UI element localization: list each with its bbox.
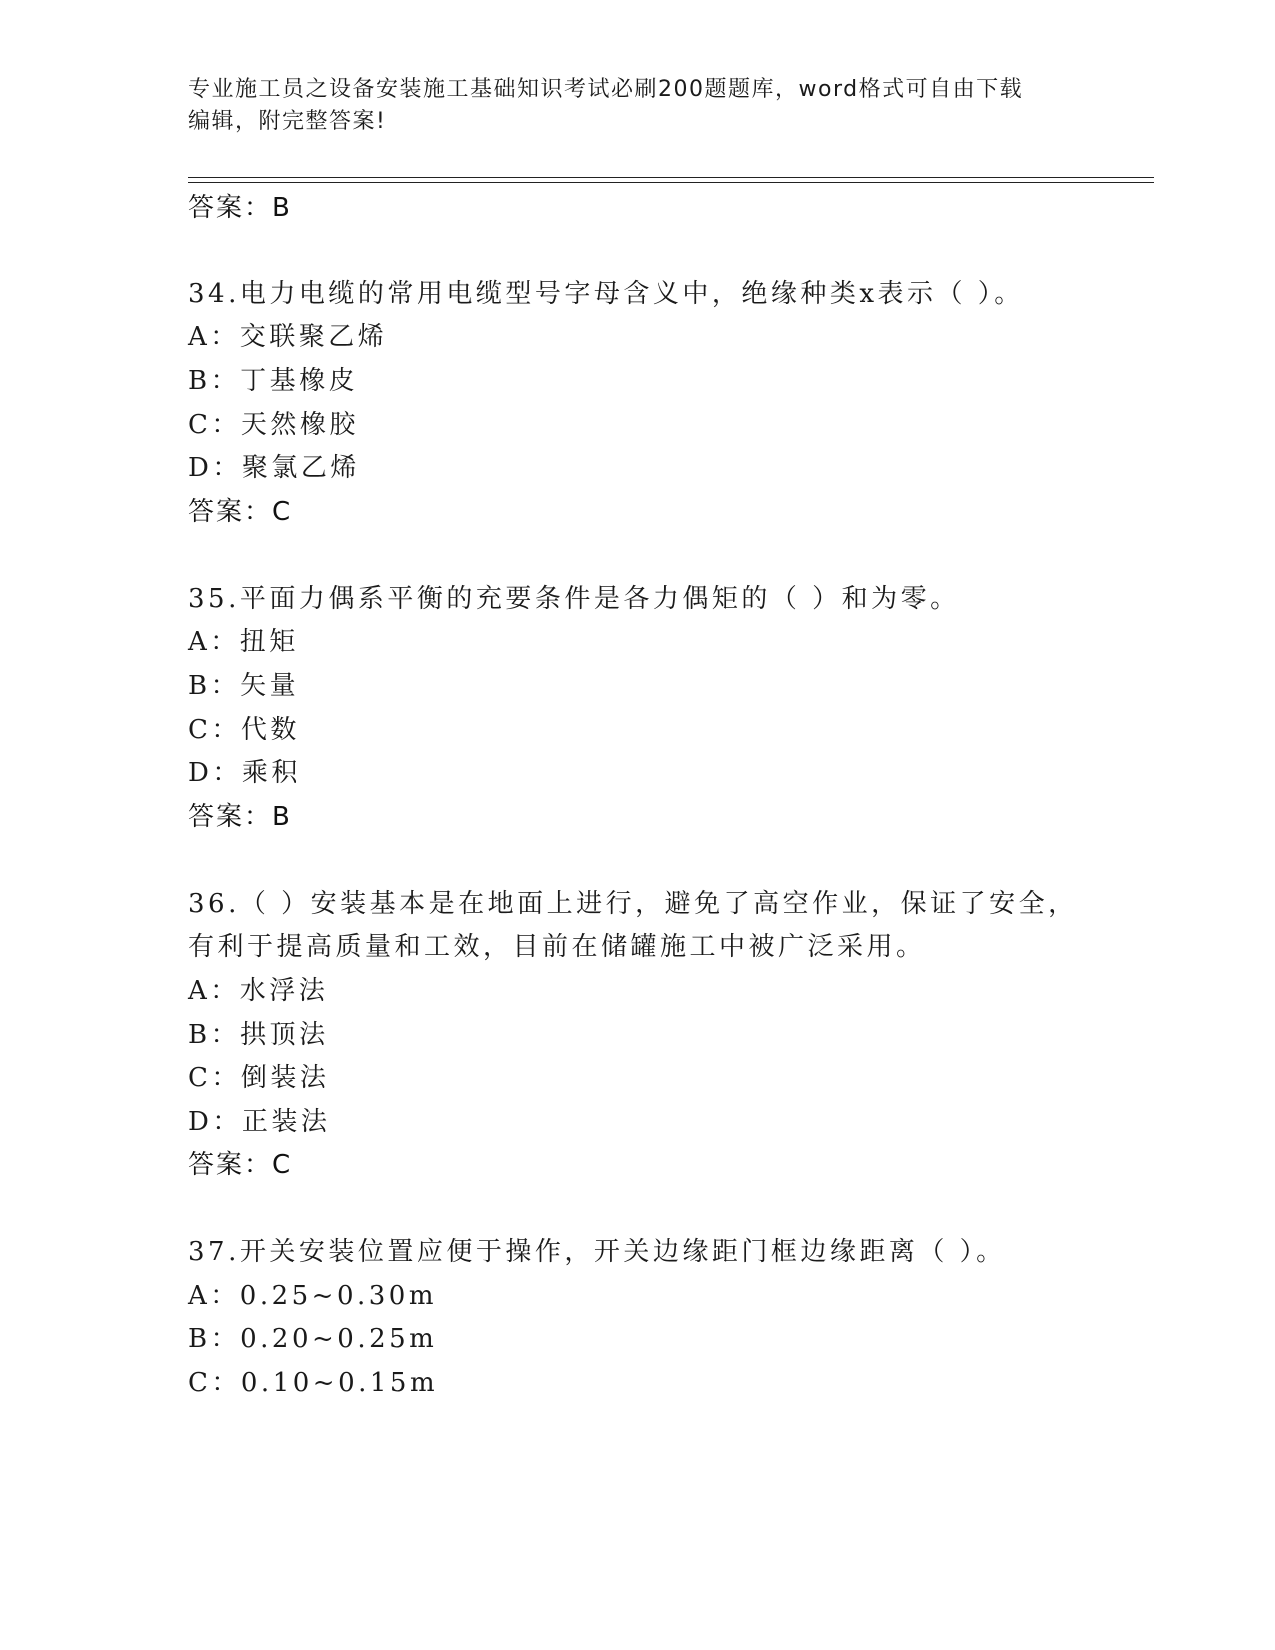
question-35-option-a: A：扭矩	[188, 627, 299, 657]
document-header	[188, 74, 1068, 138]
question-36-stem-line-2: 有利于提高质量和工效，目前在储罐施工中被广泛采用。	[188, 932, 926, 962]
question-34-option-b: B：丁基橡皮	[188, 366, 359, 396]
question-35-stem: 35.平面力偶系平衡的充要条件是各力偶矩的（ ）和为零。	[188, 584, 960, 614]
question-34-stem: 34.电力电缆的常用电缆型号字母含义中，绝缘种类x表示（ ）。	[188, 279, 1024, 309]
question-35-option-c: C：代数	[188, 715, 300, 745]
previous-answer: 答案：B	[188, 193, 292, 223]
question-35-answer: 答案：B	[188, 802, 292, 832]
question-34-option-a: A：交联聚乙烯	[188, 322, 388, 352]
question-36-answer: 答案：C	[188, 1150, 293, 1180]
header-line-2: 编辑，附完整答案!	[188, 109, 387, 134]
question-37-option-b: B：0.20~0.25m	[188, 1324, 438, 1354]
question-36-stem-line-1: 36.（ ）安装基本是在地面上进行，避免了高空作业，保证了安全，	[188, 889, 1078, 919]
question-35-option-b: B：矢量	[188, 671, 300, 701]
question-34-option-c: C：天然橡胶	[188, 410, 359, 440]
question-36-option-b: B：拱顶法	[188, 1020, 329, 1050]
question-37-option-a: A：0.25~0.30m	[188, 1281, 437, 1311]
question-34-option-d: D：聚氯乙烯	[188, 453, 360, 483]
question-37-stem: 37.开关安装位置应便于操作，开关边缘距门框边缘距离（ ）。	[188, 1237, 1006, 1267]
header-divider-bottom	[188, 182, 1154, 183]
question-36-option-d: D：正装法	[188, 1107, 331, 1137]
question-36-option-a: A：水浮法	[188, 976, 329, 1006]
header-line-1: 专业施工员之设备安装施工基础知识考试必刷200题题库，word格式可自由下载	[188, 77, 1024, 102]
question-37-option-c: C：0.10~0.15m	[188, 1368, 439, 1398]
question-35-option-d: D：乘积	[188, 758, 301, 788]
header-divider-top	[188, 177, 1154, 178]
question-34-answer: 答案：C	[188, 497, 293, 527]
question-36-option-c: C：倒装法	[188, 1063, 330, 1093]
